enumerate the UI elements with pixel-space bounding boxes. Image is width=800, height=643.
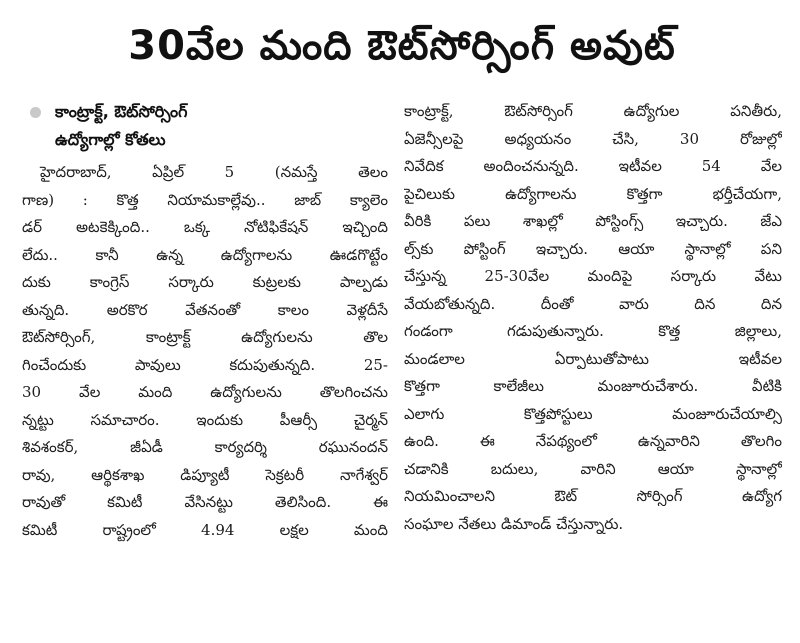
article-line: కమిటీ రాష్ట్రంలో 4.94 లక్షల మంది — [22, 520, 388, 539]
article-line: చడానికి బదులు, వారిని ఆయా స్థానాల్లో — [404, 459, 782, 478]
article-line: శివశంకర్, జీఏడీ కార్యదర్శి రఘునందన్ — [22, 438, 388, 456]
article-line: కాంట్రాక్ట్, ఔట్‌సోర్సింగ్ ఉద్యోగుల పనితీరు, — [404, 102, 782, 120]
article-line: పైచిలుకు ఉద్యోగాలను కొత్తగా భర్తీచేయగా, — [404, 184, 782, 203]
article-line: కొత్తగా కాలేజీలు మంజూరుచేశారు. వీటికి — [404, 377, 782, 395]
left-column — [22, 98, 388, 544]
left-column-body — [22, 159, 388, 544]
subheadline-line-2: ఉద్యోగాల్లో కోతలు — [55, 130, 166, 149]
bullet-dot-icon — [30, 107, 41, 118]
article-line: న్నట్టు సమాచారం. ఇందుకు పీఆర్సీ చైర్మన్ — [22, 410, 388, 429]
article-line: 30 వేల మంది ఉద్యోగులను తొలగించను — [22, 383, 388, 401]
article-line: సంఘాల నేతలు డిమాండ్ చేస్తున్నారు. — [404, 514, 624, 533]
article-columns — [22, 98, 782, 544]
article-line: వీరికి పలు శాఖల్లో పోస్టింగ్స్ ఇచ్చారు. జేఎ — [404, 212, 782, 230]
article-line: తున్నది. అరకొర వేతనంతో కాలం వెళ్లదీసే — [22, 300, 388, 319]
article-line: నివేదిక అందించనున్నది. ఇటీవల 54 వేల — [404, 157, 782, 175]
article-line: ఎలాగు కొత్తపోస్టులు మంజూరుచేయాల్సి — [404, 404, 782, 423]
article-line: గండంగా గడుపుతున్నారు. కొత్త జిల్లాలు, — [404, 322, 782, 340]
article-line: లేదు.. కానీ ఉన్న ఉద్యోగాలను ఊడగొట్టేం — [22, 245, 388, 264]
article-line: చేస్తున్న 25-30వేల మందిపై సర్కారు వేటు — [404, 267, 782, 285]
article-line: ఉంది. ఈ నేపథ్యంలో ఉన్నవారిని తొలగిం — [404, 432, 782, 450]
article-line: గాణ) : కొత్త నియామకాల్లేవు.. జాబ్ క్యాలెం — [22, 190, 388, 209]
headline: 30వేల మంది ఔట్‌సోర్సింగ్ అవుట్ — [128, 23, 676, 69]
subheadline-text — [55, 98, 187, 154]
article-line: ఏజెన్సీలపై అధ్యయనం చేసి, 30 రోజుల్లో — [404, 129, 782, 148]
article-line: దుకు కాంగ్రెస్ సర్కారు కుట్రలకు పాల్పడు — [22, 273, 388, 291]
article-line: డర్ అటకెక్కింది.. ఒక్క నోటిఫికేషన్ ఇచ్చింది — [22, 218, 388, 236]
subheadline — [22, 98, 388, 154]
article-line: హైదరాబాద్, ఏప్రిల్ 5 (నమస్తే తెలం — [40, 163, 388, 181]
article-line: ఔట్‌సోర్సింగ్, కాంట్రాక్ట్ ఉద్యోగులను తొల — [22, 328, 388, 346]
article-line: ల్స్‌కు పోస్టింగ్ ఇచ్చారు. ఆయా స్థానాల్లో పని — [404, 239, 782, 258]
article-line: మండలాల ఏర్పాటుతోపాటు ఇటీవల — [404, 349, 782, 368]
right-column — [404, 98, 782, 544]
article-line: రావుతో కమిటీ వేసినట్టు తెలిసింది. ఈ — [22, 493, 388, 511]
article-line: నియమించాలని ఔట్ సోర్సింగ్ ఉద్యోగ — [404, 487, 782, 505]
article-line: రావు, ఆర్థికశాఖ డిప్యూటీ సెక్రటరీ నాగేశ్వర్ — [22, 465, 388, 484]
article-line: గించేందుకు పావులు కదుపుతున్నది. 25- — [22, 355, 388, 374]
subheadline-line-1: కాంట్రాక్ట్, ఔట్‌సోర్సింగ్ — [55, 102, 188, 121]
article-line: వేయబోతున్నది. దీంతో వారు దిన దిన — [404, 294, 782, 313]
